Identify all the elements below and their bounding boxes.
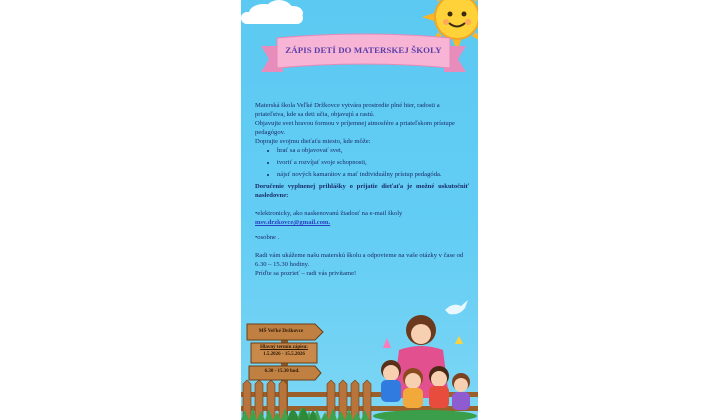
sign-term-label: Hlavný termín zápisu: — [260, 345, 308, 350]
intro-paragraph-2: Objavujte svet hravou formou v príjemnej atmosfére a priateľskom prístupe pedagógov. — [255, 120, 455, 136]
delivery-electronic: •elektronicky, ako naskenovanú žiadosť na e-mail školy — [255, 210, 403, 217]
intro-paragraph-3: Doprajte svojmu dieťaťu miesto, kde môže: — [255, 138, 371, 145]
closing-welcome: Príďte sa pozrieť – radi vás privítame! — [255, 270, 357, 277]
sign-hours: 6.30 - 15.30 hod. — [264, 369, 300, 374]
page-title: ZÁPIS DETÍ DO MATERSKEJ ŠKOLY — [285, 45, 442, 55]
list-item: • nájsť nových kamarátov a mať individuálny prístup pedagóda. — [277, 170, 469, 179]
school-email-link[interactable]: msv.drzkovce@gmail.com. — [255, 219, 331, 226]
delivery-heading: Doručenie vyplnenej prihlášky o prijatie dieťaťa je možné uskutočniť nasledovne: — [255, 183, 469, 199]
list-item: • hrať sa a objavovať svet, — [277, 146, 469, 155]
poster — [241, 0, 478, 420]
ribbon-banner — [261, 32, 466, 80]
intro-paragraph: Materská škola Veľké Držkovce vytvára prostredie plné hier, radosti a priateľstva, kde sa deti učia, objavujú a rastú. — [255, 102, 440, 118]
activity-list — [255, 146, 469, 179]
sign-dates: 1.5.2026 - 15.5.2026 — [263, 352, 305, 357]
sign-school-name: MŠ Veľké Držkovce — [258, 328, 304, 334]
list-item: • tvoriť a rozvíjať svoje schopnosti, — [277, 158, 469, 167]
closing-paragraph: Radi vám ukážeme našu materskú školu a odpovieme na vaše otázky v čase od 6.30 – 15.30 hodiny. — [255, 252, 464, 268]
invitation-text — [255, 101, 469, 278]
teacher-children-illustration — [369, 308, 478, 420]
delivery-personal: •osobne . — [255, 234, 280, 241]
